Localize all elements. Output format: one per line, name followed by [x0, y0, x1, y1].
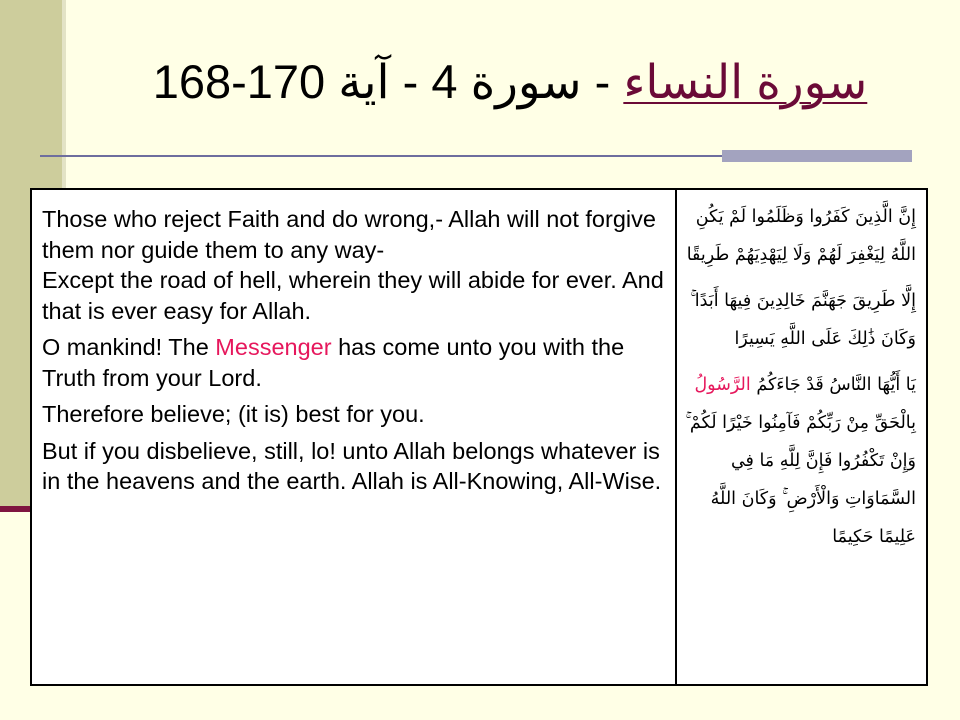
- arabic-text: [677, 190, 926, 684]
- title-rest: - سورة 4 - آية: [338, 55, 611, 108]
- arabic-verse-170: يَا أَيُّهَا النَّاسُ قَدْ جَاءَكُمُ الرَّسُولُ بِالْحَقِّ مِنْ رَبِّكُمْ فَآمِنُوا خَيْرًا لَكُمْ ۚ وَإِنْ تَكْفُرُوا فَإِنَّ لِلَّهِ مَا فِي السَّمَاوَاتِ وَالْأَرْضِ ۚ وَكَانَ اللَّهُ عَلِيمًا حَكِيمًا: [685, 375, 916, 547]
- english-verse-170-part2: Therefore believe; (it is) best for you.: [42, 401, 425, 427]
- english-verse-170-part1: O mankind! The Messenger has come unto you with the Truth from your Lord.: [42, 334, 625, 391]
- verse-range: 168-170: [152, 55, 326, 108]
- arabic-verse-168: إِنَّ الَّذِينَ كَفَرُوا وَظَلَمُوا لَمْ يَكُنِ اللَّهُ لِيَغْفِرَ لَهُمْ وَلَا لِيَهْدِيَهُمْ طَرِيقًا: [686, 207, 916, 265]
- english-translation: [32, 190, 677, 684]
- surah-link[interactable]: سورة النساء: [623, 55, 868, 108]
- rasul-highlight: الرَّسُولُ: [694, 375, 751, 395]
- messenger-highlight: Messenger: [215, 334, 332, 360]
- verse-table: [30, 188, 928, 686]
- english-verse-170-part3: But if you disbelieve, still, lo! unto Allah belongs whatever is in the heavens and the earth. Allah is All-Knowing, All-Wise.: [42, 437, 662, 494]
- english-verse-168: Those who reject Faith and do wrong,- Allah will not forgive them nor guide them to any way- Except the road of hell, wherein they will abide for ever. And that is ever easy for Allah.: [42, 206, 664, 324]
- page-title: [100, 52, 920, 112]
- arabic-verse-169: إِلَّا طَرِيقَ جَهَنَّمَ خَالِدِينَ فِيهَا أَبَدًا ۚ وَكَانَ ذَٰلِكَ عَلَى اللَّهِ يَسِيرًا: [690, 291, 916, 349]
- divider-accent: [722, 150, 912, 162]
